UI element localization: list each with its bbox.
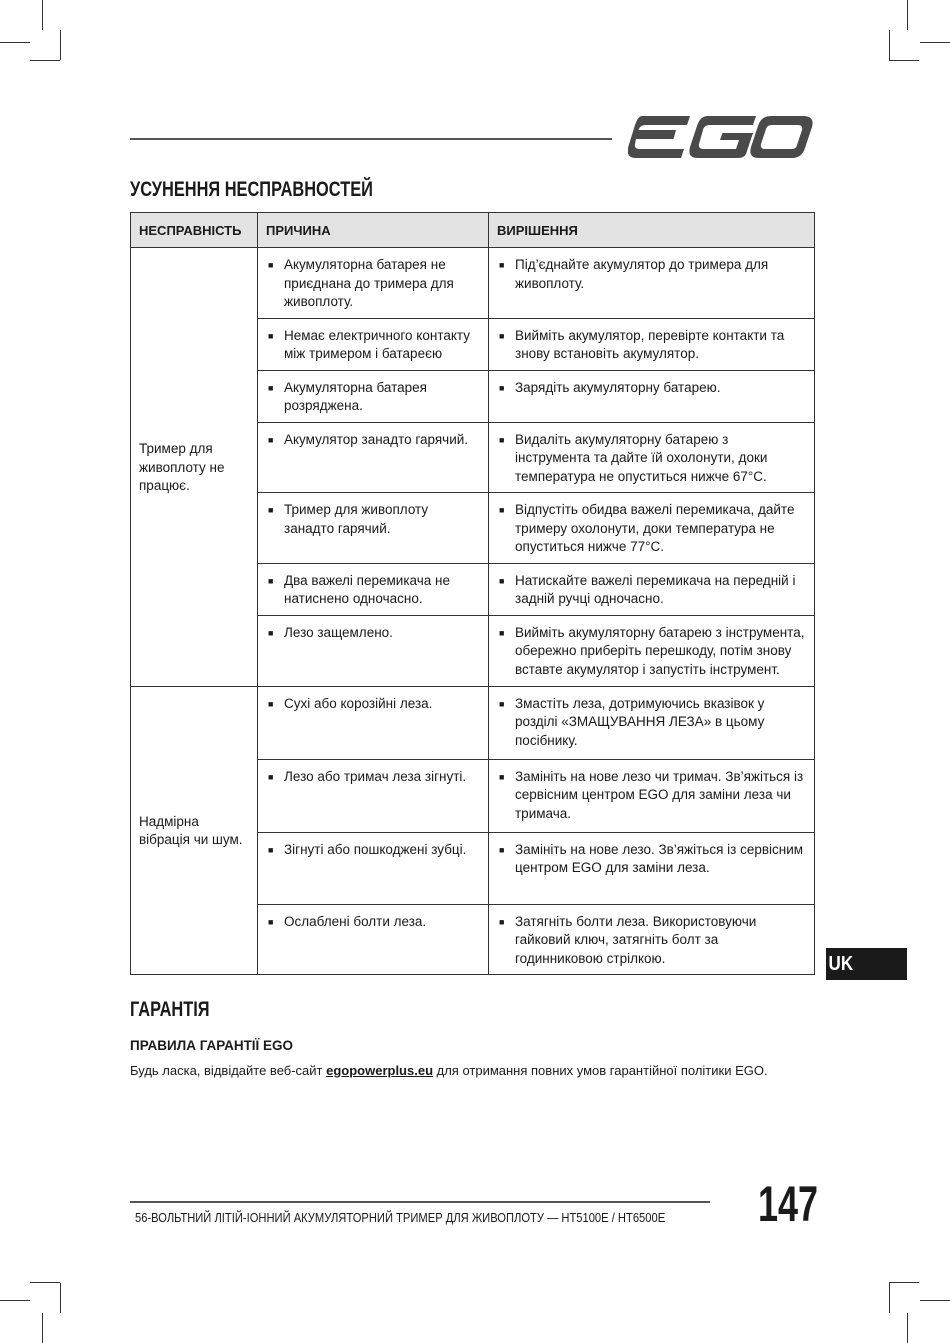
crop-mark bbox=[60, 1283, 61, 1313]
warranty-text: Будь ласка, відвідайте веб-сайт egopowerplus.eu для отримання повних умов гарантійної політики EGO. bbox=[130, 1063, 768, 1078]
footer-text: 56-ВОЛЬТНИЙ ЛІТІЙ-ІОННИЙ АКУМУЛЯТОРНИЙ ТРИМЕР ДЛЯ ЖИВОПЛОТУ — HT5100E / HT6500E bbox=[135, 1210, 666, 1225]
bullet-icon: ■ bbox=[268, 627, 274, 638]
bullet-icon: ■ bbox=[268, 260, 274, 270]
cause-cell: ■ Акумуляторна батарея розряджена. bbox=[258, 370, 489, 422]
bullet-icon: ■ bbox=[499, 771, 505, 782]
crop-mark bbox=[42, 1313, 43, 1343]
table-header-row bbox=[131, 213, 815, 248]
crop-mark bbox=[907, 1313, 908, 1343]
bullet-icon: ■ bbox=[499, 627, 505, 638]
solution-cell: ■ Вийміть акумуляторну батарею з інструмента, обережно приберіть перешкоду, потім знову вставте акумулятор і запустіть інструмент. bbox=[489, 615, 815, 686]
bullet-icon: ■ bbox=[499, 844, 505, 855]
crop-mark bbox=[60, 30, 61, 60]
bullet-icon: ■ bbox=[499, 434, 505, 445]
solution-cell: ■ Замініть на нове лезо чи тримач. Зв’яжіться із сервісним центром EGO для заміни леза чи тримача. bbox=[489, 759, 815, 832]
bullet-icon: ■ bbox=[268, 916, 274, 927]
crop-mark bbox=[42, 0, 43, 30]
bullet-icon: ■ bbox=[268, 382, 274, 393]
cause-cell: ■ Лезо защемлено. bbox=[258, 615, 489, 686]
crop-mark bbox=[907, 0, 908, 30]
cause-cell: ■ Два важелі перемикача не натиснено одночасно. bbox=[258, 563, 489, 615]
cause-cell: ■ Сухі або корозійні леза. bbox=[258, 686, 489, 759]
solution-cell: ■ Під’єднайте акумулятор до тримера для живоплоту. bbox=[489, 248, 815, 319]
solution-cell: ■ Вийміть акумулятор, перевірте контакти та знову встановіть акумулятор. bbox=[489, 318, 815, 370]
troubleshooting-table bbox=[130, 212, 815, 975]
bullet-icon: ■ bbox=[268, 771, 274, 782]
troubleshooting-heading: УСУНЕННЯ НЕСПРАВНОСТЕЙ bbox=[130, 178, 373, 201]
bullet-icon: ■ bbox=[499, 382, 505, 393]
warranty-heading: ГАРАНТІЯ bbox=[130, 998, 210, 1021]
bullet-icon: ■ bbox=[499, 698, 505, 709]
cause-cell: ■ Ослаблені болти леза. bbox=[258, 904, 489, 975]
crop-mark bbox=[889, 30, 890, 60]
language-tab: UK bbox=[826, 948, 907, 980]
solution-cell: ■ Відпустіть обидва важелі перемикача, дайте тримеру охолонути, доки температура не опуститься нижче 77°C. bbox=[489, 493, 815, 564]
cause-cell: ■ Акумуляторна батарея не приєднана до тримера для живоплоту. bbox=[258, 248, 489, 319]
crop-mark bbox=[0, 1300, 30, 1301]
solution-cell: ■ Зарядіть акумуляторну батарею. bbox=[489, 370, 815, 422]
table-row bbox=[131, 686, 815, 759]
problem-cell: Тример для живоплоту не працює. bbox=[131, 248, 258, 687]
header-rule bbox=[130, 138, 612, 140]
solution-cell: ■ Затягніть болти леза. Використовуючи гайковий ключ, затягніть болт за годинниковою стрілкою. bbox=[489, 904, 815, 975]
solution-cell: ■ Змастіть леза, дотримуючись вказівок у розділі «ЗМАЩУВАННЯ ЛЕЗА» в цьому посібнику. bbox=[489, 686, 815, 759]
column-header: НЕСПРАВНІСТЬ bbox=[131, 213, 258, 248]
bullet-icon: ■ bbox=[499, 505, 505, 515]
bullet-icon: ■ bbox=[499, 575, 505, 586]
crop-mark bbox=[30, 60, 60, 61]
table-row bbox=[131, 248, 815, 319]
crop-mark bbox=[0, 42, 30, 43]
cause-cell: ■ Лезо або тримач леза зігнуті. bbox=[258, 759, 489, 832]
cause-cell: ■ Акумулятор занадто гарячий. bbox=[258, 422, 489, 493]
column-header: ПРИЧИНА bbox=[258, 213, 489, 248]
warranty-link[interactable]: egopowerplus.eu bbox=[326, 1063, 434, 1078]
bullet-icon: ■ bbox=[499, 260, 505, 270]
footer-rule bbox=[130, 1201, 710, 1203]
crop-mark bbox=[920, 1300, 950, 1301]
solution-cell: ■ Видаліть акумуляторну батарею з інструмента та дайте їй охолонути, доки температура не опуститься нижче 67°C. bbox=[489, 422, 815, 493]
bullet-icon: ■ bbox=[268, 844, 274, 855]
cause-cell: ■ Немає електричного контакту між тримером і батареєю bbox=[258, 318, 489, 370]
crop-mark bbox=[920, 42, 950, 43]
warranty-subheading: ПРАВИЛА ГАРАНТІЇ EGO bbox=[130, 1038, 294, 1053]
cause-cell: ■ Зігнуті або пошкоджені зубці. bbox=[258, 832, 489, 904]
bullet-icon: ■ bbox=[268, 434, 274, 445]
page-number: 147 bbox=[758, 1176, 819, 1232]
crop-mark bbox=[889, 1283, 890, 1313]
crop-mark bbox=[30, 1282, 60, 1283]
cause-cell: ■ Тример для живоплоту занадто гарячий. bbox=[258, 493, 489, 564]
crop-mark bbox=[889, 60, 919, 61]
solution-cell: ■ Замініть на нове лезо. Зв’яжіться із сервісним центром EGO для заміни леза. bbox=[489, 832, 815, 904]
column-header: ВИРІШЕННЯ bbox=[489, 213, 815, 248]
bullet-icon: ■ bbox=[499, 916, 505, 927]
solution-cell: ■ Натискайте важелі перемикача на передній і задній ручці одночасно. bbox=[489, 563, 815, 615]
bullet-icon: ■ bbox=[499, 330, 505, 341]
crop-mark bbox=[889, 1282, 919, 1283]
problem-cell: Надмірна вібрація чи шум. bbox=[131, 686, 258, 975]
bullet-icon: ■ bbox=[268, 505, 274, 515]
bullet-icon: ■ bbox=[268, 575, 274, 586]
bullet-icon: ■ bbox=[268, 330, 274, 341]
bullet-icon: ■ bbox=[268, 698, 274, 709]
ego-logo bbox=[628, 116, 813, 163]
